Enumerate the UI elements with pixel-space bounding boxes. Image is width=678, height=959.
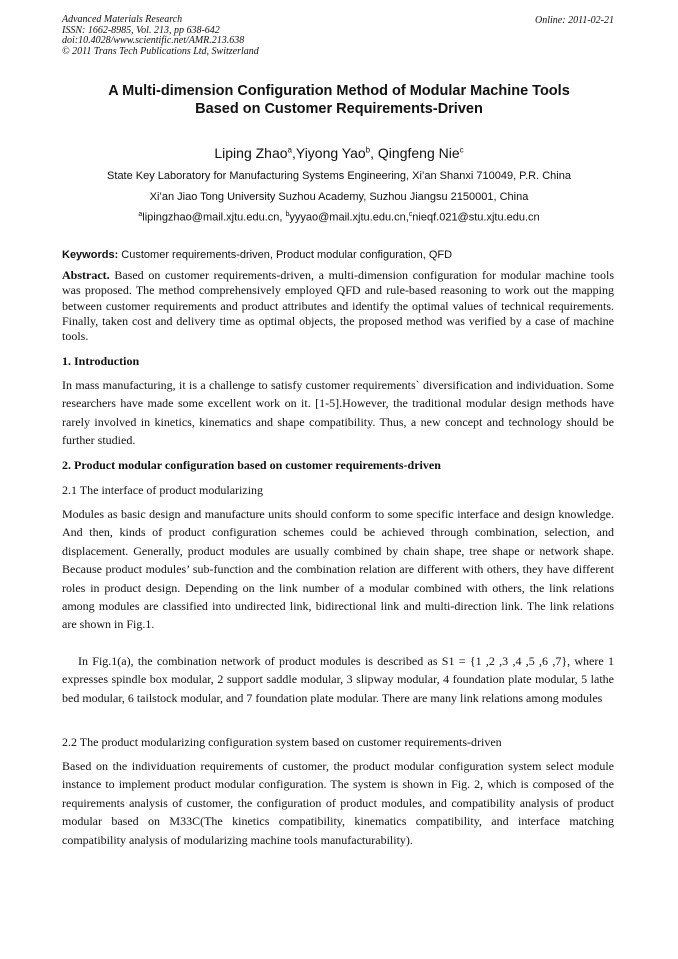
paper-title (62, 82, 616, 118)
email-line (62, 211, 616, 224)
author-3: , Qingfeng Nie (370, 145, 460, 161)
keywords (62, 249, 616, 261)
section-2-heading: 2. Product modular configuration based on customer requirements-driven (62, 458, 441, 472)
email-a-mark: a (138, 211, 143, 218)
author-2: ,Yiyong Yao (291, 145, 366, 161)
section-2-1-paragraph-1: Modules as basic design and manufacture units should conform to some specific interface and design knowledge. And then, kinds of product configuration schemes could be achieved through combination, selection, and displacement. Generally, product modules are usually combined by chain shape, tree shape or network shape. Because product modules’ sub-function and the combination relation are different with others, they have different roles in product design. Depending on the link number of a modular combined with others, the link relations among modules are classified into undirected link, bidirectional link and multi-direction link. The link relations are shown in Fig.1. (62, 507, 614, 632)
author-list (62, 145, 616, 161)
doi-line: doi:10.4028/www.scientific.net/AMR.213.638 (62, 35, 245, 47)
copyright-line: © 2011 Trans Tech Publications Ltd, Switzerland (62, 45, 259, 57)
email-b-mark: b (285, 211, 290, 218)
title-line-2: Based on Customer Requirements-Driven (195, 101, 483, 117)
keywords-label: Keywords: (62, 249, 119, 261)
keywords-text: Customer requirements-driven, Product modular configuration, QFD (118, 249, 453, 261)
section-1-paragraph: In mass manufacturing, it is a challenge to satisfy customer requirements` diversification and individuation. Some researchers have made some excellent work on it. [1-5].However, the traditional modular design methods have rarely involved in kinetics, kinematics and shape compatibility. Thus, a new concept and technology should be further studied. (62, 378, 614, 448)
title-line-1: A Multi-dimension Configuration Method of Modular Machine Tools (108, 83, 570, 99)
email-a: lipingzhao@mail.xjtu.edu.cn, (142, 211, 286, 224)
email-c-mark: c (408, 211, 413, 218)
journal-name: Advanced Materials Research (62, 14, 183, 25)
journal-header (62, 15, 259, 57)
author-1: Liping Zhao (214, 145, 288, 161)
section-2-1-paragraph-2: In Fig.1(a), the combination network of product modules is described as S1 = {1 ,2 ,3 ,4 ,5 ,6 ,7}, where 1 expresses spindle box modular, 2 support saddle modular, 3 slipway modular, 4 foundation plate modular, 5 lathe bed modular, 6 tailstock modular, and 7 foundation plate modular. There are many link relations among modules (62, 654, 614, 705)
subsection-2-1-heading: 2.1 The interface of product modularizing (62, 483, 264, 497)
issn-line: ISSN: 1662-8985, Vol. 213, pp 638-642 (62, 24, 220, 36)
subsection-2-2-heading: 2.2 The product modularizing configuration system based on customer requirements-driven (62, 735, 502, 749)
online-date: Online: 2011-02-21 (535, 15, 614, 26)
email-b: yyyao@mail.xjtu.edu.cn, (289, 211, 409, 224)
author-3-mark: c (459, 145, 464, 155)
affiliation-1: State Key Laboratory for Manufacturing Systems Engineering, Xi’an Shanxi 710049, P.R. China (107, 170, 571, 182)
abstract-label: Abstract. (62, 268, 110, 282)
email-c: nieqf.021@stu.xjtu.edu.cn (412, 211, 540, 224)
section-2-2-paragraph: Based on the individuation requirements of customer, the product modular configuration system select module instance to implement product modular configuration. The system is shown in Fig. 2, which is composed of the requirements analysis of customer, the configuration of product modules, and compatibility analysis of product modular based on M33C(The kinetics compatibility, kinematics compatibility, and interface matching compatibility analysis of modularizing machine tools manufacturability). (62, 759, 614, 847)
author-1-mark: a (287, 145, 292, 155)
abstract-text: Based on customer requirements-driven, a multi-dimension configuration for modular machine tools was proposed. The method comprehensively employed QFD and rule-based reasoning to work out the mapping between customer requirements and product attributes and identify the optimal values of technical requirements. Finally, taken cost and delivery time as optimal objects, the proposed method was verified by a case of machine tools. (62, 268, 614, 344)
abstract (62, 268, 614, 344)
affiliation-2: Xi’an Jiao Tong University Suzhou Academy, Suzhou Jiangsu 2150001, China (149, 191, 529, 203)
section-1-heading: 1. Introduction (62, 354, 140, 368)
author-2-mark: b (365, 145, 371, 155)
